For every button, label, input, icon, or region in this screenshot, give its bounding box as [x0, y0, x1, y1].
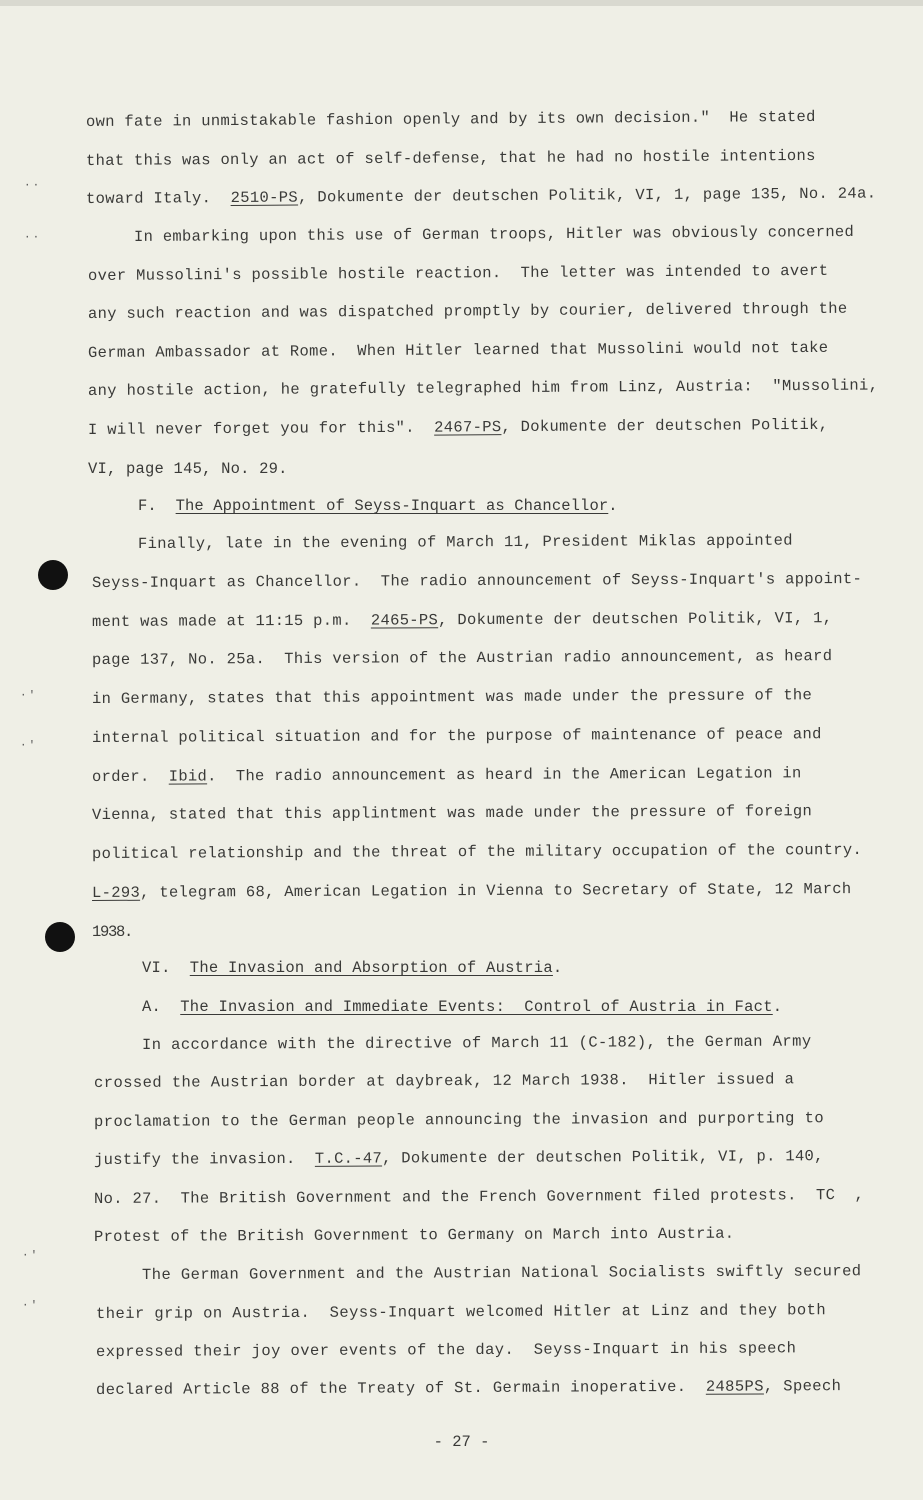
underlined-reference: 2485PS: [705, 1377, 764, 1396]
text-segment: , Dokumente der deutschen Politik,: [501, 415, 829, 437]
text-segment: their grip on Austria. Seyss-Inquart welcomed Hitler at Linz and they both: [95, 1301, 827, 1323]
text-segment: .: [772, 998, 783, 1016]
text-segment: Vienna, stated that this applintment was made under the pressure of foreign: [91, 802, 813, 824]
punch-hole-upper: [38, 560, 68, 590]
text-segment: VI.: [142, 959, 190, 977]
text-segment: I will never forget you for this".: [87, 418, 435, 439]
text-line: [92, 609, 832, 631]
text-segment: , Dokumente der deutschen Politik, VI, p. 140,: [382, 1147, 824, 1168]
text-segment: proclamation to the German people announcing the invasion and purporting to: [93, 1109, 825, 1131]
text-segment: No. 27. The British Government and the French Government filed protests. TC ,: [93, 1185, 865, 1208]
text-line: [88, 416, 828, 439]
text-segment: Protest of the British Government to Germany on March into Austria.: [93, 1224, 735, 1246]
text-segment: own fate in unmistakable fashion openly and by its own decision." He stated: [85, 107, 816, 131]
text-line: [86, 184, 876, 208]
text-segment: any such reaction and was dispatched promptly by courier, delivered through the: [87, 299, 848, 323]
text-line: [92, 841, 862, 863]
underlined-reference: L-293: [91, 883, 141, 902]
text-segment: crossed the Austrian border at daybreak, 12 March 1938. Hitler issued a: [93, 1070, 795, 1092]
text-segment: order.: [91, 767, 169, 786]
margin-mark: ··: [24, 232, 42, 244]
text-line: [86, 147, 816, 170]
text-line: [94, 1225, 734, 1246]
text-line: [138, 497, 618, 515]
underlined-reference: T.C.-47: [314, 1149, 383, 1168]
text-segment: in Germany, states that this appointment was made under the pressure of the: [91, 686, 813, 708]
text-segment: The German Government and the Austrian National Socialists swiftly secured: [141, 1262, 862, 1284]
text-segment: Seyss-Inquart as Chancellor. The radio announcement of Seyss-Inquart's appoint-: [91, 569, 863, 592]
text-segment: ment was made at 11:15 p.m.: [91, 611, 371, 631]
text-line: [142, 1032, 812, 1054]
text-segment: Finally, late in the evening of March 11, President Miklas appointed: [137, 531, 793, 553]
text-line: [92, 686, 812, 708]
text-line: [96, 1339, 796, 1361]
text-segment: justify the invasion.: [93, 1149, 315, 1169]
text-segment: 1938.: [92, 923, 133, 941]
text-line: [92, 802, 812, 824]
margin-mark: ·': [22, 1300, 40, 1312]
margin-mark: ·': [20, 690, 38, 702]
margin-mark: ··: [24, 180, 42, 192]
text-line: [96, 1377, 841, 1399]
text-segment: declared Article 88 of the Treaty of St. Germain inoperative.: [95, 1377, 706, 1399]
text-segment: VI, page 145, No. 29.: [88, 460, 288, 478]
text-line: [88, 460, 288, 478]
text-line: [88, 262, 828, 285]
underlined-reference: 2467-PS: [434, 418, 502, 437]
text-line: [138, 532, 793, 553]
underlined-reference: 2465-PS: [370, 611, 439, 630]
text-segment: .: [552, 959, 563, 977]
text-line: [94, 1109, 824, 1131]
punch-hole-lower: [45, 922, 75, 952]
text-line: [92, 570, 862, 592]
text-segment: political relationship and the threat of the military occupation of the country.: [91, 840, 863, 863]
text-line: [142, 959, 562, 977]
underlined-reference: The Appointment of Seyss-Inquart as Chancellor: [175, 497, 609, 515]
margin-mark: ·': [20, 740, 38, 752]
text-line: [92, 647, 832, 669]
page-top-edge: [0, 0, 923, 6]
text-segment: that this was only an act of self-defense, that he had no hostile intentions: [85, 146, 816, 170]
text-segment: F.: [138, 497, 176, 515]
text-segment: , Dokumente der deutschen Politik, VI, 1,: [438, 609, 833, 630]
text-segment: , Speech: [763, 1377, 842, 1396]
underlined-reference: The Invasion and Absorption of Austria: [189, 959, 553, 977]
text-line: [96, 1301, 826, 1323]
text-segment: toward Italy.: [85, 188, 231, 208]
text-line: [142, 1262, 862, 1284]
underlined-reference: Ibid: [168, 767, 208, 786]
text-line: [94, 1070, 794, 1092]
text-line: [134, 223, 854, 246]
text-segment: . The radio announcement as heard in the American Legation in: [207, 764, 802, 786]
underlined-reference: The Invasion and Immediate Events: Control of Austria in Fact: [180, 998, 773, 1016]
text-segment: In embarking upon this use of German troops, Hitler was obviously concerned: [133, 222, 855, 246]
text-line: [142, 998, 782, 1016]
text-line: [92, 764, 802, 786]
text-line: [88, 300, 848, 323]
text-line: [92, 923, 132, 941]
text-segment: any hostile action, he gratefully telegraphed him from Linz, Austria: "Mussolini,: [87, 376, 879, 400]
text-segment: A.: [142, 998, 181, 1016]
text-segment: In accordance with the directive of March 11 (C-182), the German Army: [141, 1032, 812, 1054]
text-line: [92, 725, 822, 747]
text-segment: internal political situation and for the purpose of maintenance of peace and: [91, 725, 822, 747]
margin-mark: ·': [22, 1250, 40, 1262]
underlined-reference: 2510-PS: [230, 188, 299, 207]
text-segment: expressed their joy over events of the day. Seyss-Inquart in his speech: [95, 1339, 797, 1361]
page-number: - 27 -: [433, 1433, 490, 1451]
text-line: [88, 339, 828, 362]
text-line: [94, 1186, 864, 1208]
text-segment: , telegram 68, American Legation in Vienna to Secretary of State, 12 March: [140, 880, 852, 902]
text-segment: , Dokumente der deutschen Politik, VI, 1, page 135, No. 24a.: [297, 184, 877, 207]
text-segment: .: [608, 497, 618, 515]
text-line: [92, 880, 852, 902]
text-line: [88, 376, 878, 400]
text-line: [86, 108, 816, 131]
text-line: [94, 1147, 824, 1169]
text-segment: over Mussolini's possible hostile reaction. The letter was intended to avert: [87, 261, 829, 285]
text-segment: German Ambassador at Rome. When Hitler learned that Mussolini would not take: [87, 338, 829, 362]
text-segment: page 137, No. 25a. This version of the Austrian radio announcement, as heard: [91, 647, 833, 669]
